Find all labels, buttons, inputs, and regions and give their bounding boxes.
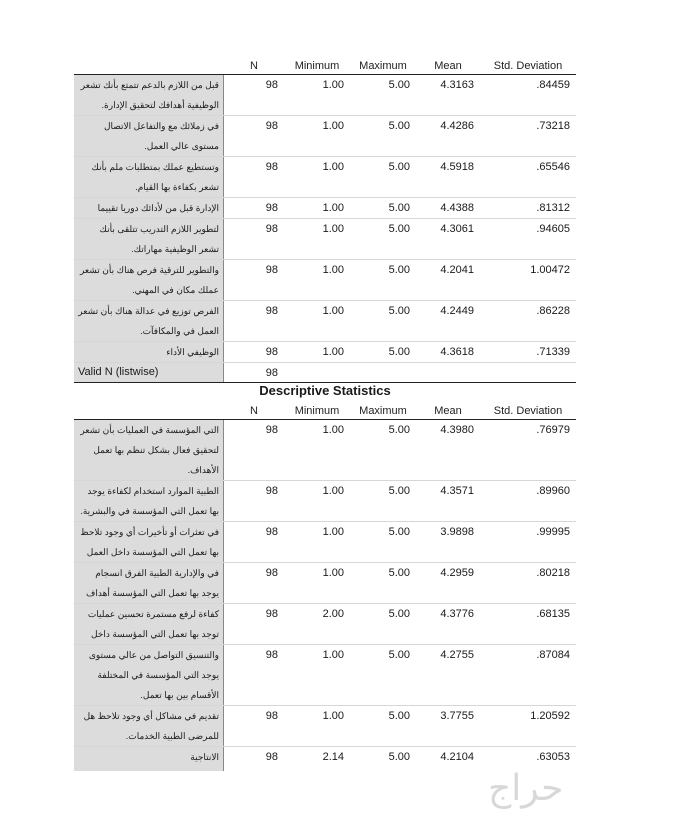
table-row [74,480,576,521]
header-std-deviation: Std. Deviation [493,405,563,417]
watermark-logo: حراج [488,768,564,809]
table-row [74,156,576,197]
cell-maximum: 5.00 [388,305,410,317]
row-label: والتطوير للترقية فرص هناك بأن تشعر عملك مكان في المهني. [74,260,224,300]
cell-std-deviation: .73218 [536,120,570,132]
cell-n: 98 [265,608,278,620]
cell-std-deviation: .94605 [536,223,570,235]
cell-minimum: 1.00 [322,223,344,235]
cell-n: 98 [265,264,278,276]
header-mean: Mean [434,405,462,417]
cell-mean: 4.2755 [440,649,474,661]
cell-n: 98 [265,649,278,661]
table-header [74,405,576,420]
row-label: قبل من اللازم بالدعم تتمتع بأنك تشعر الوظيفية أهدافك لتحقيق الإدارة. [74,75,224,115]
cell-maximum: 5.00 [388,649,410,661]
descriptive-table-1 [74,60,576,383]
cell-minimum: 1.00 [322,485,344,497]
cell-mean: 4.4286 [440,120,474,132]
cell-mean: 4.2041 [440,264,474,276]
row-label: الانتاجية [74,747,224,771]
cell-std-deviation: 1.00472 [530,264,570,276]
cell-std-deviation: .89960 [536,485,570,497]
table-row [74,420,576,480]
cell-minimum: 1.00 [322,264,344,276]
cell-n: 98 [265,751,278,763]
row-label: وتستطيع عملك بمتطلبات ملم بأنك تشعر بكفاءة بها القيام. [74,157,224,197]
cell-n: 98 [265,202,278,214]
cell-maximum: 5.00 [388,710,410,722]
table-row [74,341,576,362]
cell-maximum: 5.00 [388,608,410,620]
cell-minimum: 1.00 [322,346,344,358]
cell-maximum: 5.00 [388,161,410,173]
row-label: الوظيفي الأداء [74,342,224,362]
cell-n: 98 [265,223,278,235]
cell-n: 98 [265,161,278,173]
cell-minimum: 1.00 [322,79,344,91]
descriptive-table-2 [74,405,576,771]
cell-maximum: 5.00 [388,120,410,132]
header-n: N [250,405,258,417]
cell-minimum: 2.14 [322,751,344,763]
table-row [74,603,576,644]
row-label: الإدارة قبل من لأدائك دوريا تقييما [74,198,224,218]
cell-n: 98 [265,305,278,317]
cell-maximum: 5.00 [388,751,410,763]
valid-n-label: Valid N (listwise) [74,363,224,382]
cell-maximum: 5.00 [388,485,410,497]
cell-minimum: 1.00 [322,567,344,579]
cell-n: 98 [265,710,278,722]
cell-std-deviation: .71339 [536,346,570,358]
table-row [74,521,576,562]
cell-std-deviation: .65546 [536,161,570,173]
cell-mean: 4.3061 [440,223,474,235]
cell-std-deviation: .76979 [536,424,570,436]
header-maximum: Maximum [359,405,407,417]
cell-std-deviation: .63053 [536,751,570,763]
valid-n-row [74,362,576,383]
cell-mean: 4.5918 [440,161,474,173]
cell-mean: 3.7755 [440,710,474,722]
cell-minimum: 1.00 [322,710,344,722]
cell-n: 98 [265,424,278,436]
table-row [74,197,576,218]
row-label: الفرص توزيع في عدالة هناك بأن تشعر العمل في والمكافآت. [74,301,224,341]
cell-mean: 4.2449 [440,305,474,317]
table-row [74,705,576,746]
row-label: في والإدارية الطبية الفرق انسجام يوجد بها تعمل التي المؤسسة أهداف [74,563,224,603]
cell-std-deviation: .68135 [536,608,570,620]
header-minimum: Minimum [294,405,340,417]
table-row [74,259,576,300]
cell-minimum: 1.00 [322,161,344,173]
cell-minimum: 1.00 [322,120,344,132]
table-row [74,115,576,156]
cell-minimum: 1.00 [322,526,344,538]
valid-n-value: 98 [265,367,278,379]
cell-minimum: 1.00 [322,424,344,436]
cell-std-deviation: .86228 [536,305,570,317]
header-n: N [250,60,258,72]
header-std-deviation: Std. Deviation [493,60,563,72]
cell-std-deviation: .99995 [536,526,570,538]
cell-mean: 4.3163 [440,79,474,91]
header-mean: Mean [434,60,462,72]
table-row [74,75,576,115]
cell-maximum: 5.00 [388,202,410,214]
row-label: لتطوير اللازم التدريب تتلقى بأنك تشعر الوظيفية مهاراتك. [74,219,224,259]
cell-mean: 3.9898 [440,526,474,538]
cell-n: 98 [265,346,278,358]
table-row [74,218,576,259]
cell-mean: 4.2959 [440,567,474,579]
table-row [74,300,576,341]
cell-mean: 4.3571 [440,485,474,497]
table-header [74,60,576,75]
cell-mean: 4.3980 [440,424,474,436]
row-label: في تعثرات أو تأخيرات أي وجود تلاحظ بها تعمل التي المؤسسة داخل العمل [74,522,224,562]
cell-n: 98 [265,79,278,91]
cell-minimum: 2.00 [322,608,344,620]
cell-mean: 4.4388 [440,202,474,214]
cell-n: 98 [265,120,278,132]
cell-std-deviation: .84459 [536,79,570,91]
row-label: في زملائك مع والتفاعل الاتصال مستوى عالي العمل. [74,116,224,156]
cell-mean: 4.2104 [440,751,474,763]
row-label: تقديم في مشاكل أي وجود تلاحظ هل للمرضى الطبية الخدمات. [74,706,224,746]
header-minimum: Minimum [294,60,340,72]
table-row [74,644,576,705]
row-label: الطبية الموارد استخدام لكفاءة يوجد بها تعمل التي المؤسسة في والبشرية. [74,481,224,521]
cell-minimum: 1.00 [322,649,344,661]
row-label: والتنسيق التواصل من عالي مستوى يوجد التي المؤسسة في المختلفة الأقسام بين بها تعمل. [74,645,224,705]
row-label: كفاءة لرفع مستمرة تحسين عمليات توجد بها تعمل التي المؤسسة داخل [74,604,224,644]
cell-mean: 4.3618 [440,346,474,358]
cell-std-deviation: .81312 [536,202,570,214]
cell-std-deviation: .80218 [536,567,570,579]
cell-maximum: 5.00 [388,346,410,358]
cell-maximum: 5.00 [388,526,410,538]
cell-maximum: 5.00 [388,223,410,235]
cell-mean: 4.3776 [440,608,474,620]
cell-maximum: 5.00 [388,264,410,276]
cell-minimum: 1.00 [322,202,344,214]
table-title: Descriptive Statistics [259,383,391,398]
cell-maximum: 5.00 [388,79,410,91]
cell-maximum: 5.00 [388,567,410,579]
cell-std-deviation: 1.20592 [530,710,570,722]
cell-minimum: 1.00 [322,305,344,317]
cell-n: 98 [265,567,278,579]
cell-maximum: 5.00 [388,424,410,436]
cell-std-deviation: .87084 [536,649,570,661]
cell-n: 98 [265,526,278,538]
header-maximum: Maximum [359,60,407,72]
cell-n: 98 [265,485,278,497]
table-row [74,562,576,603]
row-label: التي المؤسسة في العمليات بأن تشعر لتحقيق فعال بشكل تنظم بها تعمل الأهداف. [74,420,224,480]
